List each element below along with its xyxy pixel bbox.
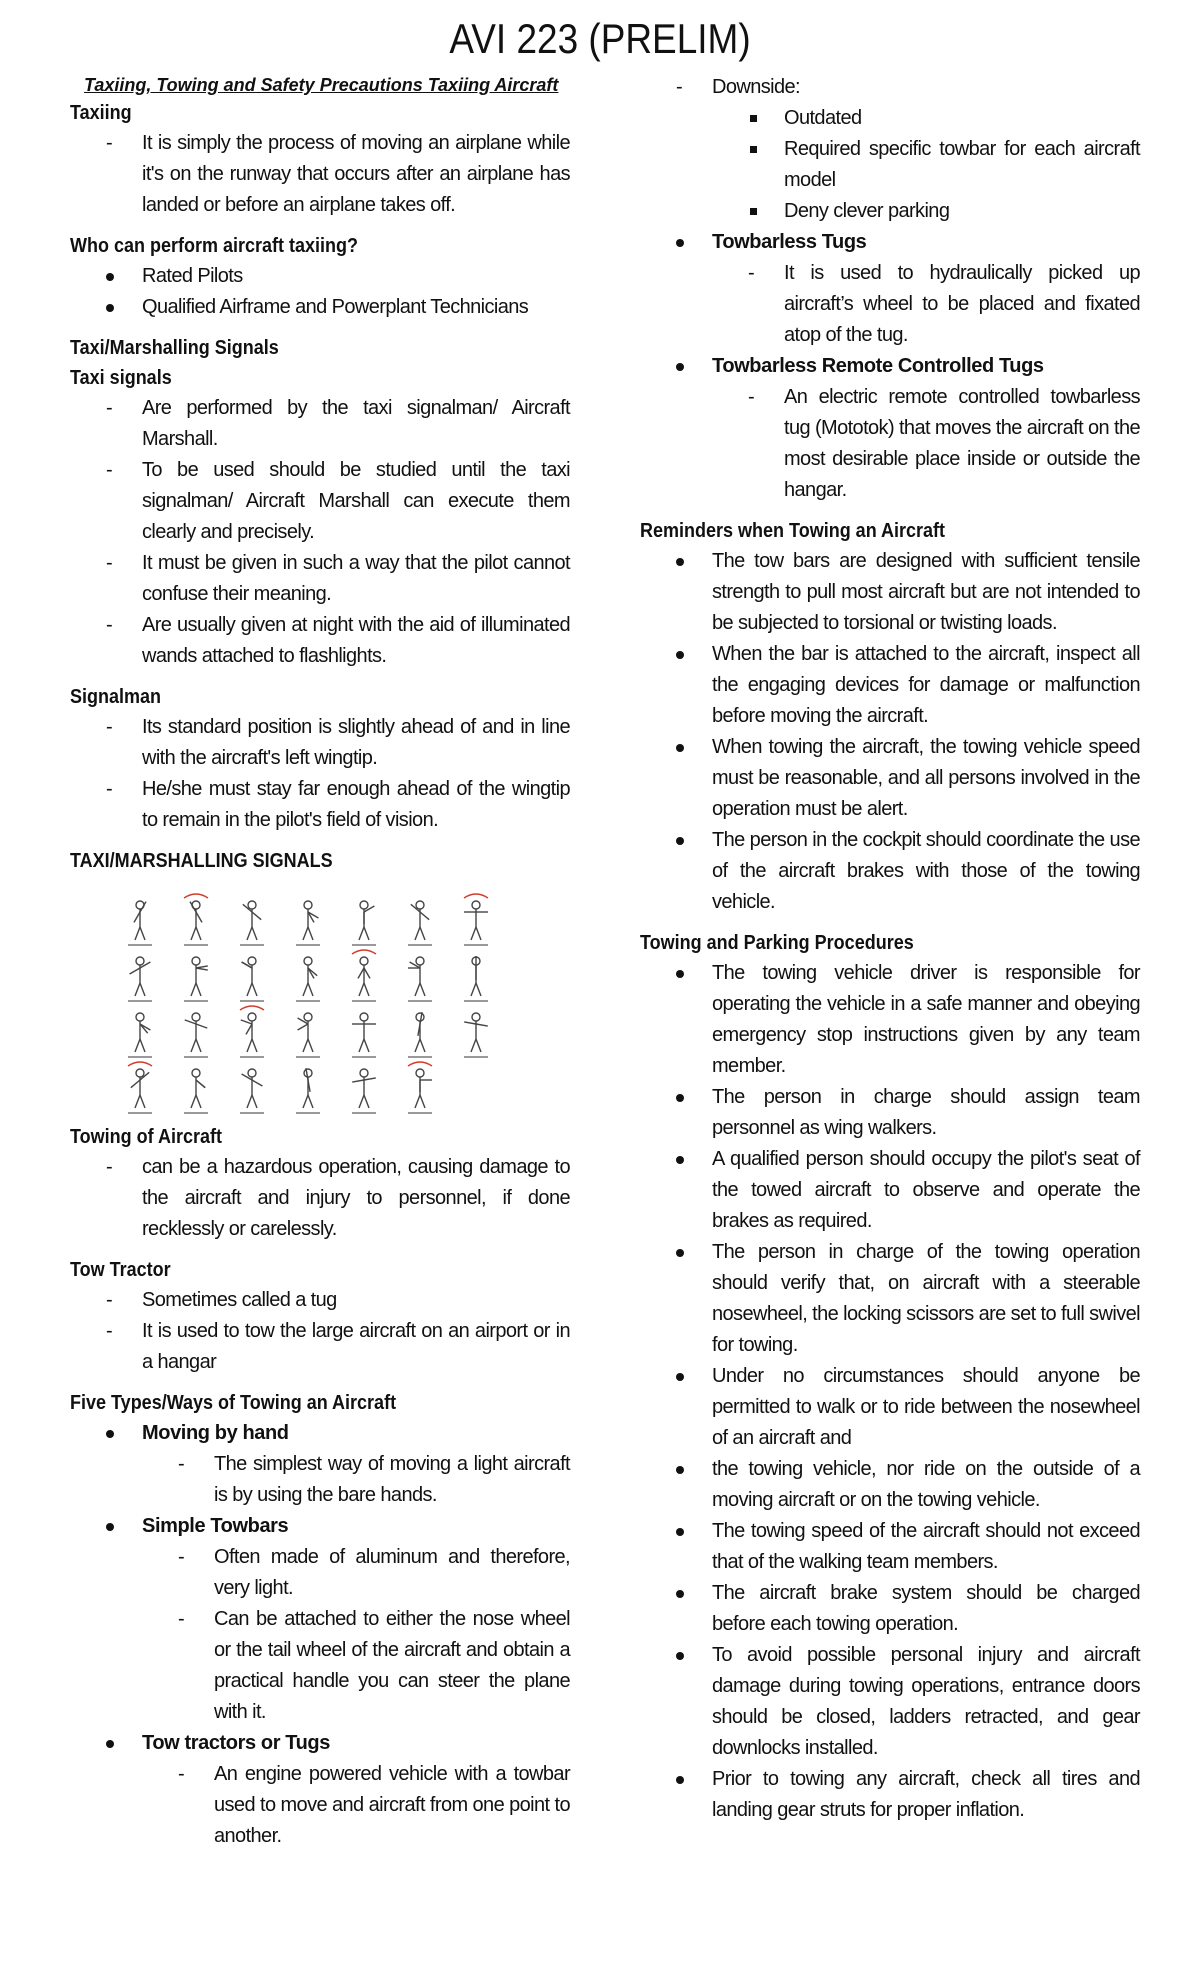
moving-by-hand-list <box>142 1449 570 1511</box>
list-item: - Often made of aluminum and therefore, very light. <box>142 1542 570 1604</box>
tow-tractor-heading: Tow Tractor <box>70 1259 171 1281</box>
list-item: - It is used to tow the large aircraft on an airport or in a hangar <box>70 1316 570 1378</box>
signal-figure-icon <box>296 1068 320 1114</box>
signal-figure-icon <box>352 1069 376 1114</box>
simple-towbars-item <box>70 1511 570 1728</box>
simple-towbars-list <box>142 1542 570 1728</box>
signal-figure-icon <box>240 957 264 1002</box>
list-item: - Are usually given at night with the aid of illuminated wands attached to flashlights. <box>70 610 570 672</box>
signal-figure-icon <box>240 1069 264 1114</box>
list-item: Outdated <box>712 103 1140 134</box>
list-item: - Sometimes called a tug <box>70 1285 570 1316</box>
tow-tractor-list <box>70 1285 570 1378</box>
list-item: The towing vehicle driver is responsible for operating the vehicle in a safe manner and obeying emergency stop instructions given by any team member. <box>640 958 1140 1082</box>
document-subtitle: Taxiing, Towing and Safety Precautions Taxiing Aircraft <box>84 75 559 95</box>
signal-figure-icon <box>352 950 376 1002</box>
downside-list <box>640 72 1140 227</box>
towbarless-remote-label: Towbarless Remote Controlled Tugs <box>712 355 1044 377</box>
list-item: Under no circumstances should anyone be permitted to walk or to ride between the nosewheel of an aircraft and <box>640 1361 1140 1454</box>
signals-figure-heading: TAXI/MARSHALLING SIGNALS <box>70 850 333 872</box>
towing-list <box>70 1152 570 1245</box>
signal-figure-icon <box>128 1013 152 1058</box>
signal-figure-icon <box>296 957 320 1002</box>
taxiing-list <box>70 128 570 221</box>
moving-by-hand-label: Moving by hand <box>142 1422 289 1444</box>
list-item: - The simplest way of moving a light aircraft is by using the bare hands. <box>142 1449 570 1511</box>
list-item: - Can be attached to either the nose wheel or the tail wheel of the aircraft and obtain a practical handle you can steer the plane with it. <box>142 1604 570 1728</box>
signal-figure-icon <box>240 1006 264 1058</box>
taxi-signals-list <box>70 393 570 672</box>
signal-figure-icon <box>408 957 432 1002</box>
signal-figure-icon <box>464 1013 488 1058</box>
signal-figure-icon <box>296 1013 320 1058</box>
taxi-marshalling-heading: Taxi/Marshalling Signals <box>70 337 279 359</box>
list-item: Required specific towbar for each aircraft model <box>712 134 1140 196</box>
towing-heading: Towing of Aircraft <box>70 1126 223 1148</box>
simple-towbars-label: Simple Towbars <box>142 1515 289 1537</box>
signal-figure-icon <box>408 1062 432 1114</box>
signal-figure-icon <box>464 894 488 946</box>
signal-figure-icon <box>184 894 208 946</box>
tow-tractors-list <box>142 1759 570 1852</box>
reminders-heading: Reminders when Towing an Aircraft <box>640 520 946 542</box>
right-column <box>640 72 1140 1826</box>
signal-figure-icon <box>128 1062 152 1114</box>
marshalling-signals-icon <box>110 884 520 1114</box>
tow-tractors-item <box>70 1728 570 1852</box>
list-item: The person in the cockpit should coordinate the use of the aircraft brakes with those of the towing vehicle. <box>640 825 1140 918</box>
list-item: - Are performed by the taxi signalman/ Aircraft Marshall. <box>70 393 570 455</box>
list-item: the towing vehicle, nor ride on the outside of a moving aircraft or on the towing vehicle. <box>640 1454 1140 1516</box>
signal-figure-icon <box>408 901 432 946</box>
signal-figure-icon <box>184 957 208 1002</box>
towbarless-label: Towbarless Tugs <box>712 231 867 253</box>
downside-item <box>640 72 1140 227</box>
list-item: The tow bars are designed with sufficient tensile strength to pull most aircraft but are not intended to be subjected to torsional or twisting loads. <box>640 546 1140 639</box>
list-item: The aircraft brake system should be charged before each towing operation. <box>640 1578 1140 1640</box>
towbarless-list <box>640 227 1140 506</box>
towbarless-sublist <box>712 258 1140 351</box>
procedures-list <box>640 958 1140 1826</box>
towbarless-remote-item <box>640 351 1140 506</box>
downside-label: Downside: <box>712 76 800 98</box>
taxiing-heading: Taxiing <box>70 102 132 124</box>
list-item: The person in charge of the towing operation should verify that, on aircraft with a steerable nosewheel, the locking scissors are set to full swivel for towing. <box>640 1237 1140 1361</box>
signalman-list <box>70 712 570 836</box>
downside-sublist <box>712 103 1140 227</box>
who-can-heading: Who can perform aircraft taxiing? <box>70 235 359 257</box>
list-item: Deny clever parking <box>712 196 1140 227</box>
list-item: - It is used to hydraulically picked up aircraft’s wheel to be placed and fixated atop of the tug. <box>712 258 1140 351</box>
list-item: - An electric remote controlled towbarless tug (Mototok) that moves the aircraft on the most desirable place inside or outside the hangar. <box>712 382 1140 506</box>
list-item: A qualified person should occupy the pilot's seat of the towed aircraft to observe and operate the brakes as required. <box>640 1144 1140 1237</box>
list-item: - It is simply the process of moving an airplane while it's on the runway that occurs after an airplane has landed or before an airplane takes off. <box>70 128 570 221</box>
towbarless-remote-sublist <box>712 382 1140 506</box>
list-item: - To be used should be studied until the taxi signalman/ Aircraft Marshall can execute them clearly and precisely. <box>70 455 570 548</box>
reminders-list <box>640 546 1140 918</box>
list-item: - It must be given in such a way that the pilot cannot confuse their meaning. <box>70 548 570 610</box>
signal-figure-icon <box>128 901 152 946</box>
page-title: AVI 223 (PRELIM) <box>449 15 751 62</box>
list-item: When the bar is attached to the aircraft, inspect all the engaging devices for damage or malfunction before moving the aircraft. <box>640 639 1140 732</box>
signal-figure-icon <box>408 1012 432 1058</box>
list-item: Rated Pilots <box>70 261 570 292</box>
list-item: The person in charge should assign team personnel as wing walkers. <box>640 1082 1140 1144</box>
signal-figure-icon <box>184 1013 208 1058</box>
left-column <box>70 72 570 1852</box>
list-item: Qualified Airframe and Powerplant Technicians <box>70 292 570 323</box>
marshalling-signals-figure <box>110 884 520 1114</box>
towbarless-item <box>640 227 1140 351</box>
list-item: The towing speed of the aircraft should not exceed that of the walking team members. <box>640 1516 1140 1578</box>
moving-by-hand-item <box>70 1418 570 1511</box>
signal-figure-icon <box>128 957 152 1002</box>
list-item: - can be a hazardous operation, causing damage to the aircraft and injury to personnel, if done recklessly or carelessly. <box>70 1152 570 1245</box>
signalman-heading: Signalman <box>70 686 162 708</box>
list-item: To avoid possible personal injury and aircraft damage during towing operations, entrance doors should be closed, ladders retracted, and gear downlocks installed. <box>640 1640 1140 1764</box>
list-item: When towing the aircraft, the towing vehicle speed must be reasonable, and all persons involved in the operation must be alert. <box>640 732 1140 825</box>
procedures-heading: Towing and Parking Procedures <box>640 932 914 954</box>
list-item: - He/she must stay far enough ahead of the wingtip to remain in the pilot's field of vision. <box>70 774 570 836</box>
five-types-heading: Five Types/Ways of Towing an Aircraft <box>70 1392 397 1414</box>
taxi-signals-heading: Taxi signals <box>70 367 172 389</box>
signal-figure-icon <box>240 901 264 946</box>
five-types-list <box>70 1418 570 1852</box>
signal-figure-icon <box>352 901 376 946</box>
list-item: Prior to towing any aircraft, check all tires and landing gear struts for proper inflation. <box>640 1764 1140 1826</box>
signal-figure-icon <box>464 956 488 1002</box>
who-can-list <box>70 261 570 323</box>
list-item: - Its standard position is slightly ahead of and in line with the aircraft's left wingtip. <box>70 712 570 774</box>
signal-figure-icon <box>352 1013 376 1058</box>
signal-figure-icon <box>184 1069 208 1114</box>
signal-figure-icon <box>296 901 320 946</box>
tow-tractors-label: Tow tractors or Tugs <box>142 1732 330 1754</box>
list-item: - An engine powered vehicle with a towbar used to move and aircraft from one point to another. <box>142 1759 570 1852</box>
